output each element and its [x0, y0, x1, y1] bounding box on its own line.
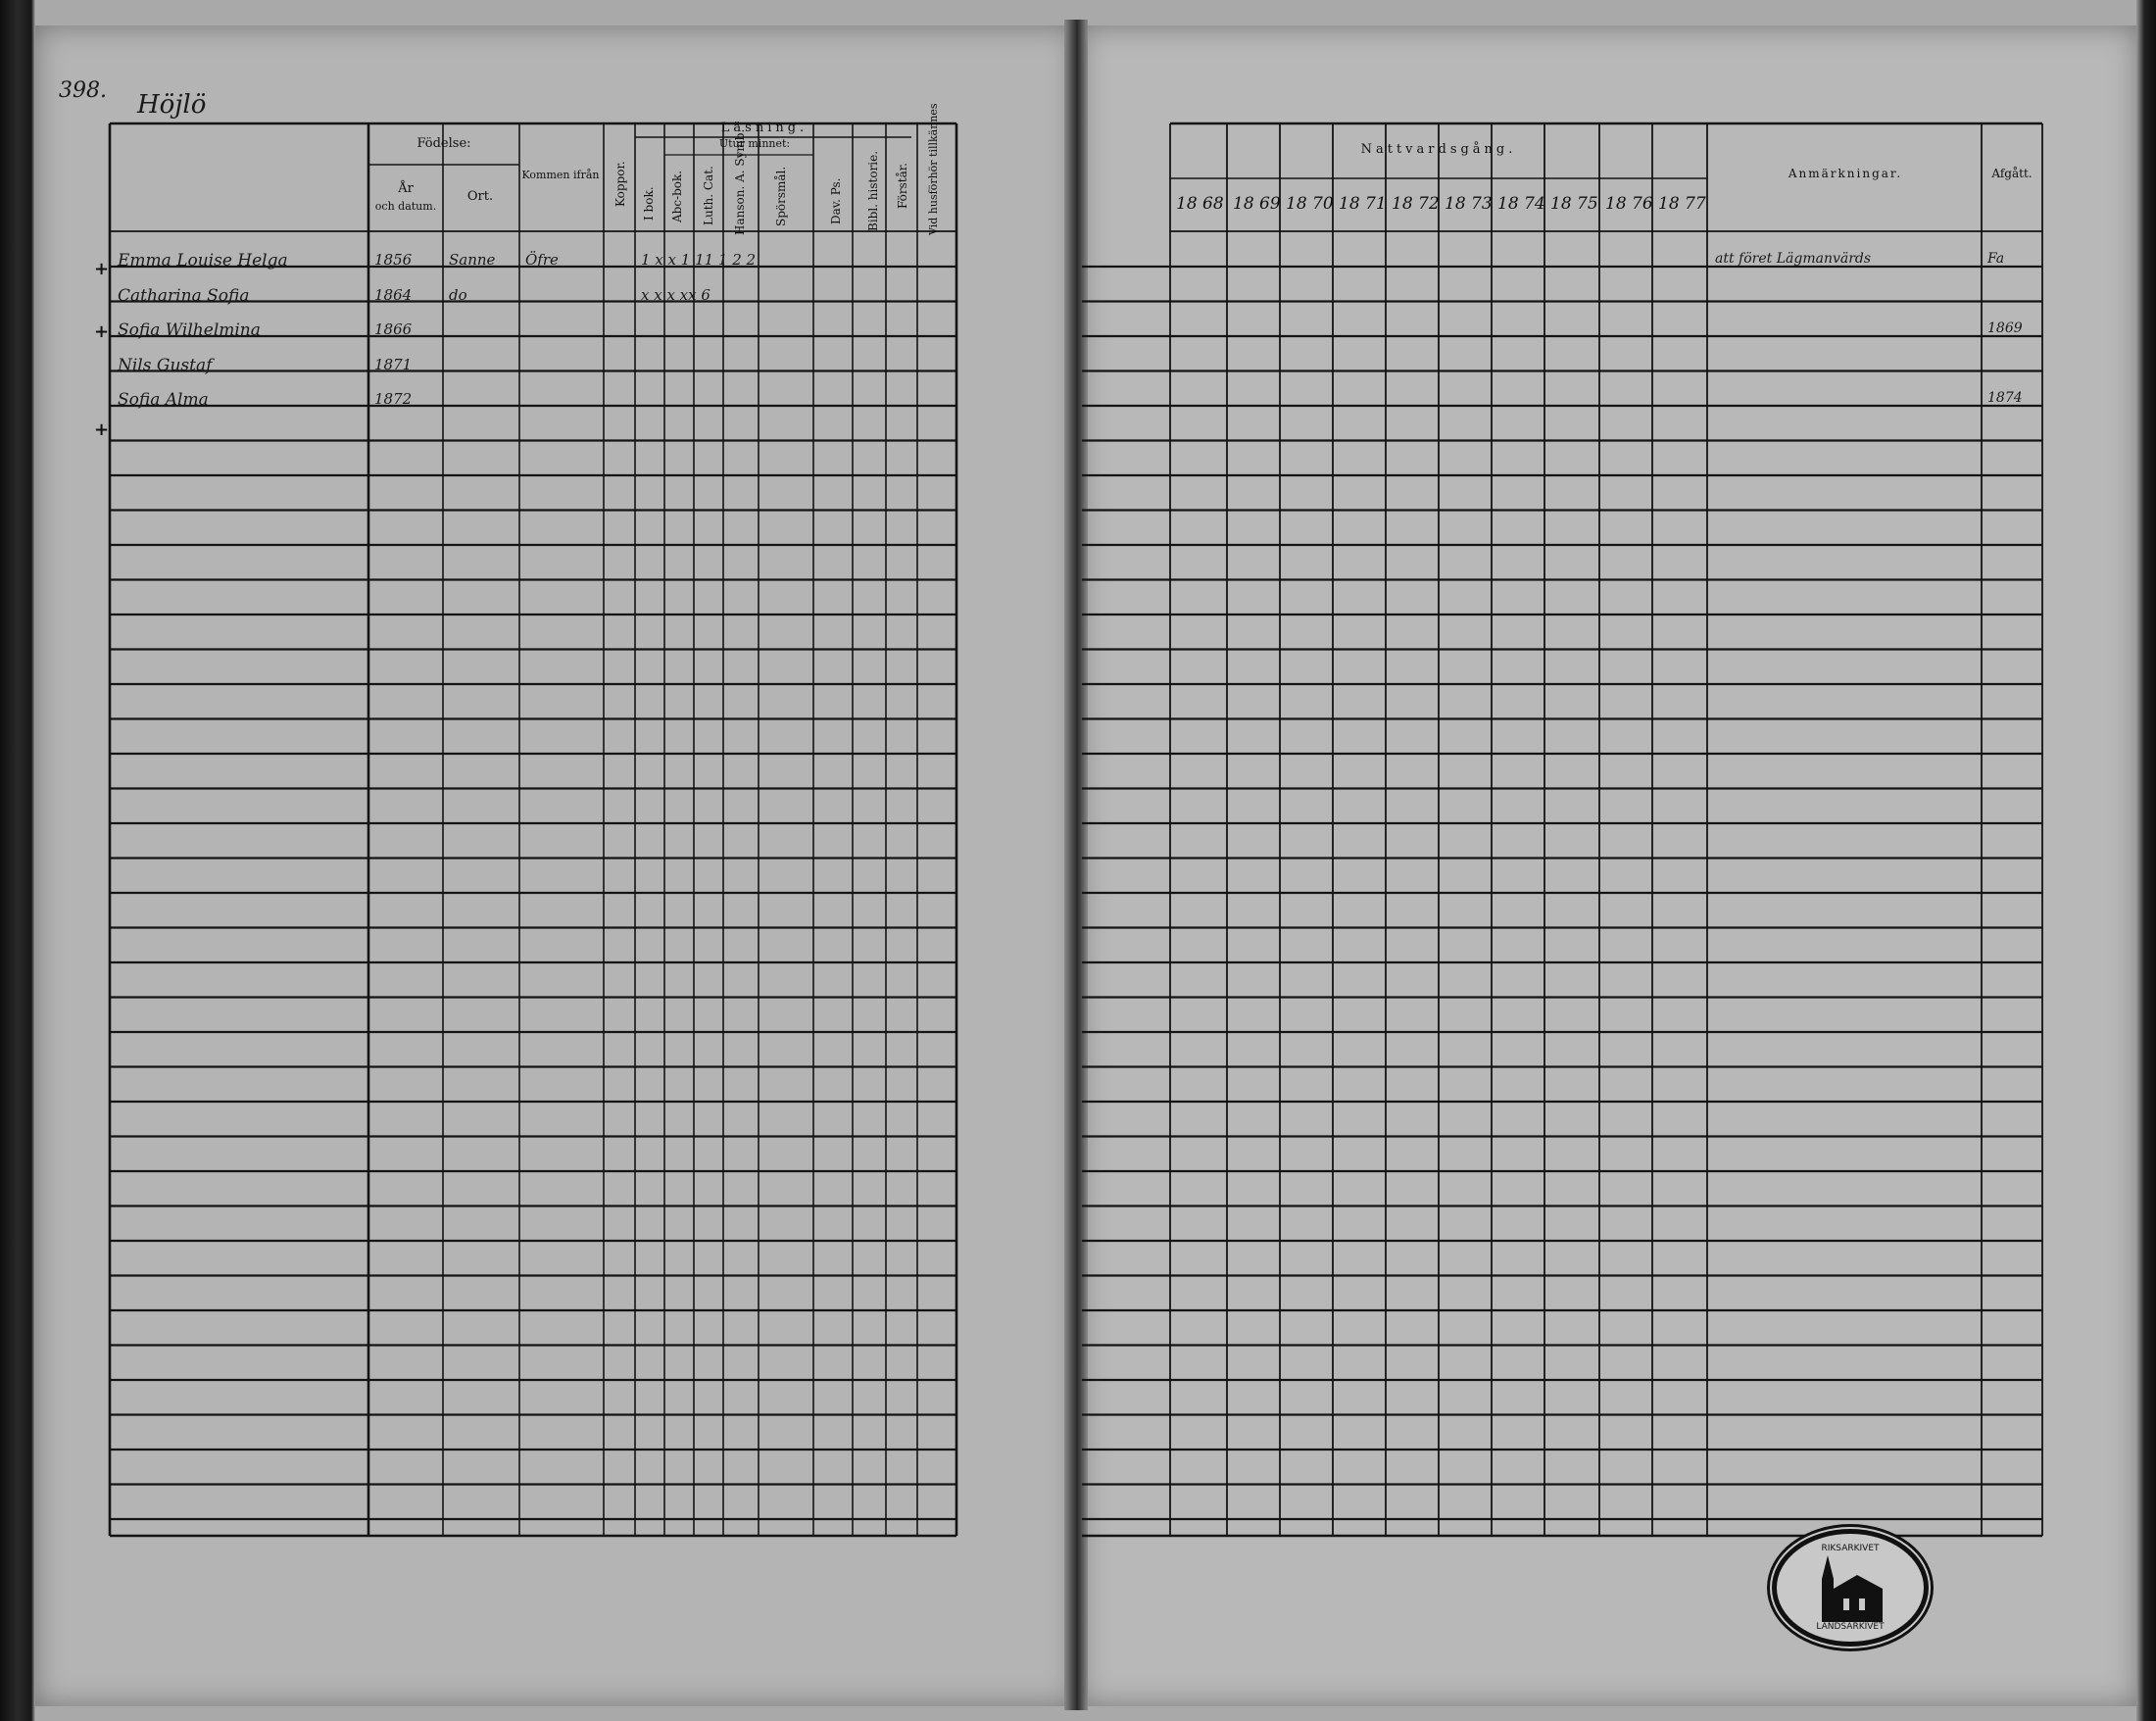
entry-birth-year: 1871: [374, 355, 413, 373]
header-fodelse: Födelse:: [416, 136, 471, 151]
year-header-10: 18 77: [1658, 194, 1706, 214]
entry-birth-year: 1864: [374, 285, 413, 304]
entry-from: Öfre: [525, 251, 559, 269]
header-luth-cat: Luth. Cat.: [702, 166, 715, 226]
header-utur-minnet: Utur minnet:: [718, 137, 791, 150]
stamp-top-text: RIKSARKIVET: [1821, 1544, 1880, 1553]
header-kommen: Kommen ifrån: [521, 169, 600, 181]
entry-birth-place: Sanne: [449, 251, 496, 269]
entry-remark: att föret Lägmanvärds: [1715, 251, 1872, 267]
margin-cross-mark: +: [94, 419, 110, 440]
header-anmarkningar: Anmärkningar.: [1788, 167, 1903, 180]
entry-birth-year: 1856: [374, 251, 413, 269]
margin-cross-mark: +: [94, 259, 110, 279]
header-ort: Ort.: [466, 189, 494, 204]
entry-name: Emma Louise Helga: [118, 251, 288, 270]
header-koppor: Koppor.: [613, 161, 627, 208]
header-ar: År: [398, 181, 414, 196]
entry-name: Catharina Sofia: [118, 285, 250, 306]
year-header-6: 18 73: [1445, 194, 1493, 214]
entry-birth-year: 1872: [374, 390, 413, 408]
year-header-3: 18 70: [1286, 194, 1334, 214]
year-header-5: 18 72: [1392, 194, 1440, 214]
year-header-9: 18 76: [1605, 194, 1653, 214]
header-abc-bok: Abc-bok.: [670, 170, 684, 222]
year-header-8: 18 75: [1550, 194, 1598, 214]
village-name: Höjlö: [137, 90, 207, 120]
header-lasning: Läsning.: [720, 121, 808, 135]
year-header-7: 18 74: [1497, 194, 1545, 214]
header-sporsmal: Spörsmål.: [774, 166, 788, 226]
page-number: 398.: [59, 78, 107, 103]
header-och-datum: och datum.: [374, 200, 437, 213]
year-header-1: 18 68: [1176, 194, 1224, 214]
stamp-bottom-text: LANDSARKIVET: [1816, 1622, 1885, 1632]
header-afgatt: Afgått.: [1991, 167, 2033, 180]
header-nattvardsgang: Nattvardsgång.: [1360, 142, 1517, 157]
entry-reading-marks: 1 x x 1 11 1 2 2: [641, 251, 757, 269]
margin-cross-mark: +: [94, 321, 110, 342]
header-i-bok: I bok.: [642, 186, 656, 221]
entry-reading-marks: x x x xx 6: [641, 285, 710, 304]
entry-afgatt: 1874: [1987, 390, 2023, 406]
header-hanson-symb: Hanson. A. Symb.: [733, 128, 747, 235]
header-dav-ps: Dav. Ps.: [829, 177, 843, 224]
entry-birth-year: 1866: [374, 320, 413, 338]
entry-afgatt: 1869: [1987, 320, 2023, 336]
header-bibl-historie: Bibl. historie.: [866, 150, 880, 232]
year-header-2: 18 69: [1233, 194, 1281, 214]
entry-birth-place: do: [449, 285, 467, 304]
entry-name: Sofia Alma: [118, 390, 209, 410]
year-header-4: 18 71: [1339, 194, 1387, 214]
church-icon: [1804, 1549, 1896, 1626]
header-vid-husforhor: Vid husförhör tillkännes: [927, 103, 940, 235]
entry-name: Nils Gustaf: [118, 355, 213, 375]
header-forstar: Förstår.: [896, 163, 909, 210]
entry-name: Sofia Wilhelmina: [118, 320, 261, 340]
archive-stamp: [1772, 1529, 1929, 1647]
entry-afgatt: Fa: [1987, 251, 2005, 267]
